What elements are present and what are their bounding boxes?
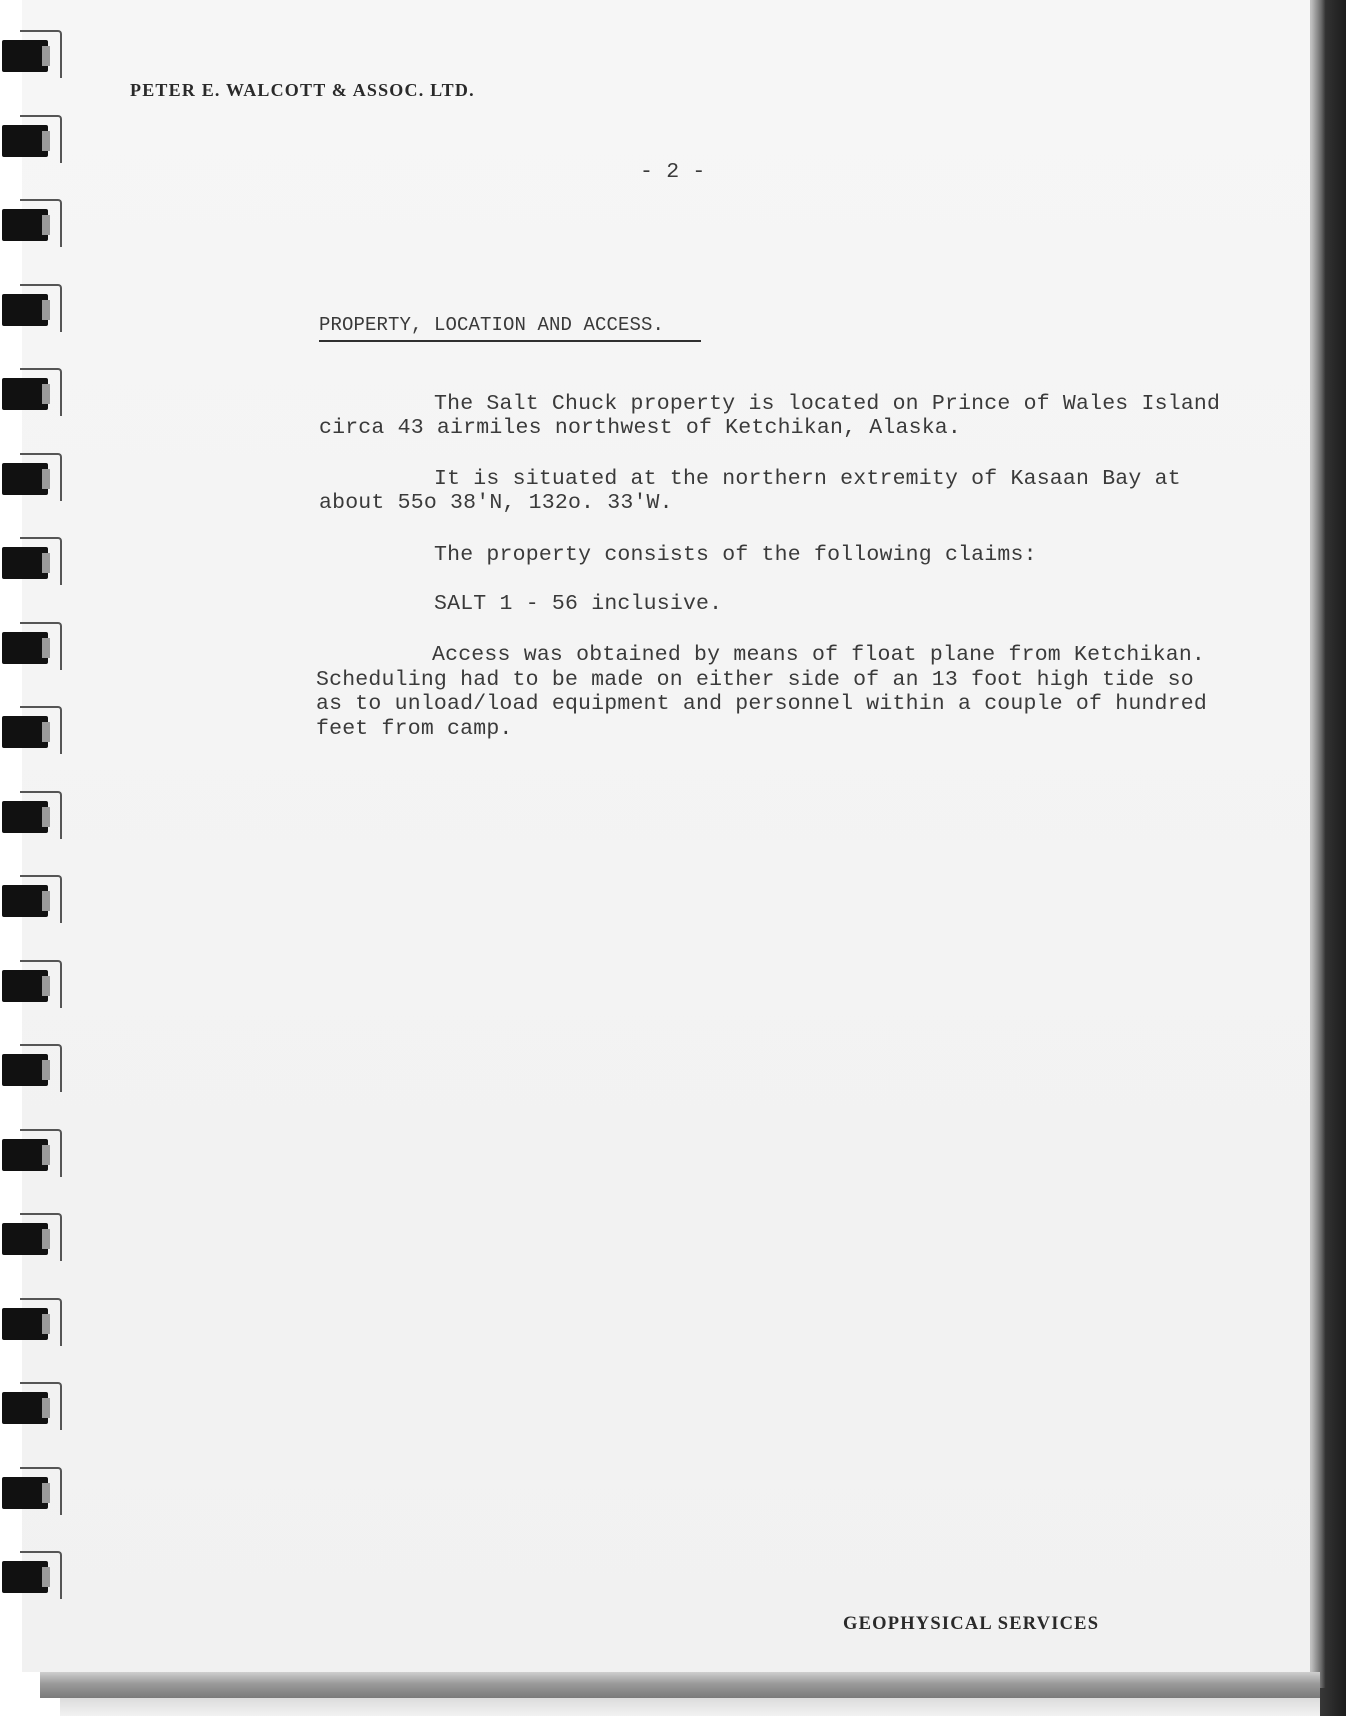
page-number: - 2 - xyxy=(640,160,706,184)
punch-hole xyxy=(42,1145,50,1165)
binding-coil xyxy=(2,199,50,245)
binding-coil xyxy=(2,1298,50,1344)
punch-hole xyxy=(42,1567,50,1587)
punch-hole xyxy=(42,300,50,320)
binding-coil xyxy=(2,368,50,414)
heading-underline xyxy=(319,340,701,342)
punch-hole xyxy=(42,891,50,911)
page-bottom-shadow xyxy=(40,1672,1320,1698)
punch-hole xyxy=(42,384,50,404)
claims-list: SALT 1 - 56 inclusive. xyxy=(434,592,723,616)
punch-hole xyxy=(42,215,50,235)
scanner-margin xyxy=(60,1698,1320,1716)
paragraph-1-line-1: The Salt Chuck property is located on Prince of Wales Island xyxy=(434,392,1221,416)
punch-hole xyxy=(42,469,50,489)
punch-hole xyxy=(42,807,50,827)
binding-coil xyxy=(2,115,50,161)
paragraph-5-line-2: Scheduling had to be made on either side of an 13 foot high tide so xyxy=(316,668,1194,692)
footer-services: GEOPHYSICAL SERVICES xyxy=(843,1614,1100,1634)
binding-coil xyxy=(2,1129,50,1175)
punch-hole xyxy=(42,976,50,996)
punch-hole xyxy=(42,638,50,658)
punch-hole xyxy=(42,553,50,573)
punch-hole xyxy=(42,131,50,151)
section-heading: PROPERTY, LOCATION AND ACCESS. xyxy=(319,314,665,336)
binding-coil xyxy=(2,791,50,837)
paragraph-5-line-3: as to unload/load equipment and personnel within a couple of hundred xyxy=(316,692,1207,716)
company-letterhead: PETER E. WALCOTT & ASSOC. LTD. xyxy=(130,80,475,100)
punch-hole xyxy=(42,1229,50,1249)
binding-coil xyxy=(2,1382,50,1428)
binding-coil xyxy=(2,706,50,752)
binding-coil xyxy=(2,30,50,76)
paragraph-2-line-2: about 55o 38'N, 132o. 33'W. xyxy=(319,491,673,515)
binding-coil xyxy=(2,1213,50,1259)
spiral-binding xyxy=(0,30,62,1610)
binding-coil xyxy=(2,1044,50,1090)
punch-hole xyxy=(42,1314,50,1334)
punch-hole xyxy=(42,722,50,742)
binding-coil xyxy=(2,875,50,921)
paragraph-3-line-1: The property consists of the following claims: xyxy=(434,543,1037,567)
paragraph-2-line-1: It is situated at the northern extremity of Kasaan Bay at xyxy=(434,467,1181,491)
punch-hole xyxy=(42,1483,50,1503)
paragraph-5-line-1: Access was obtained by means of float plane from Ketchikan. xyxy=(432,643,1206,667)
binding-coil xyxy=(2,1551,50,1597)
binding-coil xyxy=(2,622,50,668)
paragraph-5-line-4: feet from camp. xyxy=(316,717,513,741)
paragraph-1-line-2: circa 43 airmiles northwest of Ketchikan, Alaska. xyxy=(319,416,962,440)
binding-coil xyxy=(2,960,50,1006)
punch-hole xyxy=(42,1398,50,1418)
punch-hole xyxy=(42,46,50,66)
binding-coil xyxy=(2,1467,50,1513)
document-sheet xyxy=(22,0,1310,1672)
binding-coil xyxy=(2,537,50,583)
binding-coil xyxy=(2,453,50,499)
binding-coil xyxy=(2,284,50,330)
punch-hole xyxy=(42,1060,50,1080)
